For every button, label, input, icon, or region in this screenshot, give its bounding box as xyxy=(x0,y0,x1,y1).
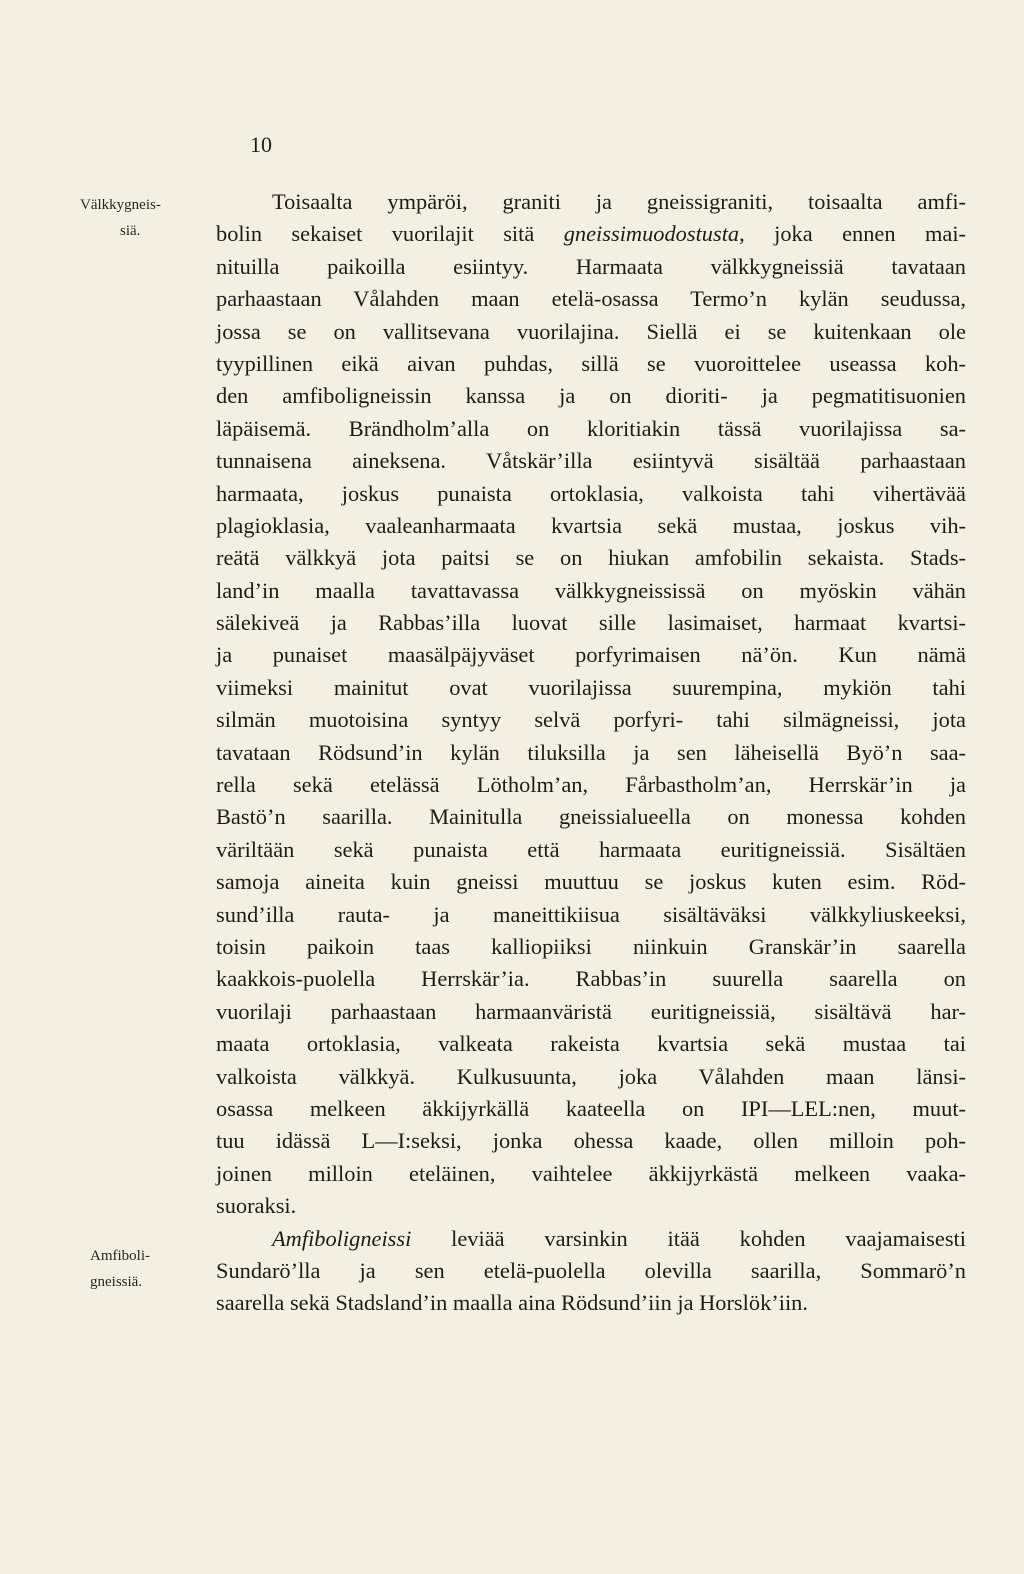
text-span: bolin sekaiset vuorilajit sitä xyxy=(216,221,564,247)
text-line: joinen milloin eteläinen, vaihtelee äkkijyrkästä melkeen vaaka- xyxy=(216,1160,966,1186)
text-line: tunnaisena aineksena. Våtskär’illa esiintyvä sisältää parhaastaan xyxy=(216,448,966,474)
text-line: valkoista välkkyä. Kulkusuunta, joka Vålahden maan länsi- xyxy=(216,1063,966,1089)
text-line: kaakkois-puolella Herrskär’ia. Rabbas’in suurella saarella on xyxy=(216,966,966,992)
text-line: vuorilaji parhaastaan harmaanväristä euritigneissiä, sisältävä har- xyxy=(216,998,966,1024)
text-line: plagioklasia, vaaleanharmaata kvartsia sekä mustaa, joskus vih- xyxy=(216,512,966,538)
paragraph-valkkygneissia xyxy=(216,186,966,1223)
text-line: Toisaalta ympäröi, graniti ja gneissigraniti, toisaalta amfi- xyxy=(272,189,966,214)
body-text xyxy=(216,186,966,1320)
text-line: viimeksi mainitut ovat vuorilajissa suurempina, mykiön tahi xyxy=(216,674,966,700)
text-line: jossa se on vallitsevana vuorilajina. Siellä ei se kuitenkaan ole xyxy=(216,318,966,344)
paragraph-amfiboligneissia xyxy=(216,1223,966,1320)
text-line: parhaastaan Vålahden maan etelä-osassa Termo’n kylän seudussa, xyxy=(216,286,966,312)
italic-term: Amfiboligneissi xyxy=(272,1225,412,1251)
text-line: maata ortoklasia, valkeata rakeista kvartsia sekä mustaa tai xyxy=(216,1031,966,1057)
text-line: ja punaiset maasälpäjyväset porfyrimaisen nä’ön. Kun nämä xyxy=(216,642,966,668)
text-line: reätä välkkyä jota paitsi se on hiukan amfobilin sekaista. Stads- xyxy=(216,545,966,571)
text-line: Sundarö’lla ja sen etelä-puolella olevilla saarilla, Sommarö’n xyxy=(216,1257,966,1283)
text-line: land’in maalla tavattavassa välkkygneississä on myöskin vähän xyxy=(216,577,966,603)
text-line: tuu idässä L—I:seksi, jonka ohessa kaade, ollen milloin poh- xyxy=(216,1128,966,1154)
text-line: silmän muotoisina syntyy selvä porfyri- tahi silmägneissi, jota xyxy=(216,707,966,733)
text-line xyxy=(216,218,966,250)
text-line xyxy=(216,1223,966,1255)
text-line: Bastö’n saarilla. Mainitulla gneissialueella on monessa kohden xyxy=(216,804,966,830)
text-line: tavataan Rödsund’in kylän tiluksilla ja sen läheisellä Byö’n saa- xyxy=(216,739,966,765)
text-line: toisin paikoin taas kalliopiiksi niinkuin Granskär’in saarella xyxy=(216,933,966,959)
margin-note-line: siä. xyxy=(120,223,141,239)
text-line: samoja aineita kuin gneissi muuttuu se joskus kuten esim. Röd- xyxy=(216,869,966,895)
text-line: sälekiveä ja Rabbas’illa luovat sille lasimaiset, harmaat kvartsi- xyxy=(216,610,966,636)
text-line: väriltään sekä punaista että harmaata euritigneissiä. Sisältäen xyxy=(216,836,966,862)
text-line: harmaata, joskus punaista ortoklasia, valkoista tahi vihertävää xyxy=(216,480,966,506)
italic-term: gneissimuodostusta xyxy=(563,221,740,247)
margin-note-line: Amfiboli- xyxy=(90,1248,150,1264)
text-line: sund’illa rauta- ja maneittikiisua sisältäväksi välkkyliuskeeksi, xyxy=(216,901,966,927)
text-line: nituilla paikoilla esiintyy. Harmaata välkkygneissiä tavataan xyxy=(216,253,966,279)
text-span: leviää varsinkin itää kohden vaajamaisesti xyxy=(411,1225,966,1251)
text-line: suoraksi. xyxy=(216,1193,297,1219)
text-line: den amfiboligneissin kanssa ja on dioriti- ja pegmatitisuonien xyxy=(216,383,966,409)
text-line: tyypillinen eikä aivan puhdas, sillä se vuoroittelee useassa koh- xyxy=(216,350,966,376)
text-line: saarella sekä Stadsland’in maalla aina Rödsund’iin ja Horslök’iin. xyxy=(216,1290,808,1316)
margin-note-line: gneissiä. xyxy=(90,1274,143,1290)
margin-note-amfiboligneissia xyxy=(90,1243,208,1295)
margin-note-line: Välkkygneis- xyxy=(80,197,161,213)
text-line: rella sekä etelässä Lötholm’an, Fårbastholm’an, Herrskär’in ja xyxy=(216,772,966,798)
text-span: , joka ennen mai- xyxy=(739,221,966,247)
text-line: osassa melkeen äkkijyrkällä kaateella on IPI—LEL:nen, muut- xyxy=(216,1095,966,1121)
page-number: 10 xyxy=(250,132,272,157)
margin-note-valkkygneissia xyxy=(80,192,210,244)
text-line: läpäisemä. Brändholm’alla on kloritiakin tässä vuorilajissa sa- xyxy=(216,415,966,441)
